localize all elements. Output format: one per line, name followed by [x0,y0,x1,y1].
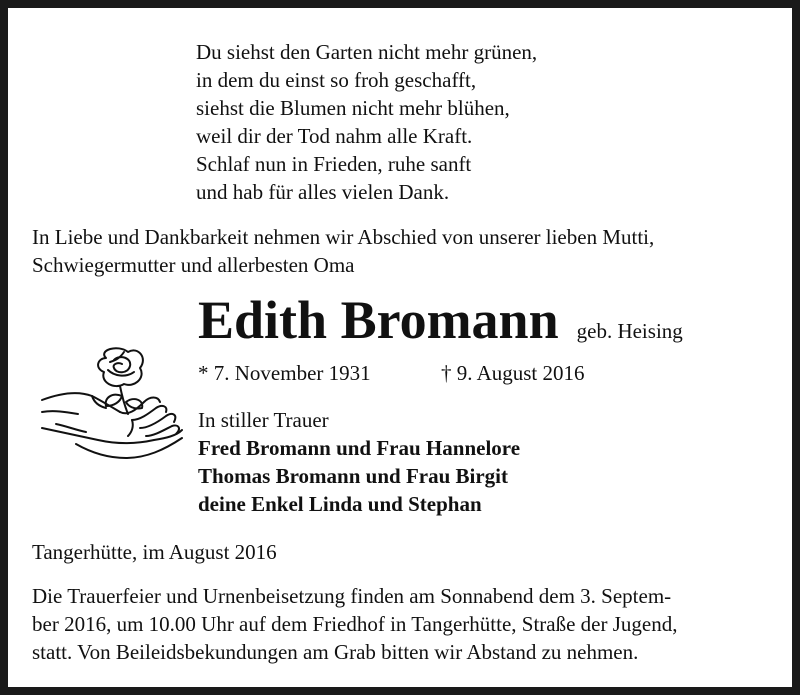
deceased-name: Edith Bromann [198,290,559,350]
intro-line-1: In Liebe und Dankbarkeit nehmen wir Abschied von unserer lieben Mutti, [32,225,655,249]
mourners-heading: In stiller Trauer [198,408,329,432]
poem-line: weil dir der Tod nahm alle Kraft. [196,124,473,148]
poem-line: Schlaf nun in Frieden, ruhe sanft [196,152,472,176]
deceased-name-block [198,290,683,350]
place-and-date: Tangerhütte, im August 2016 [32,540,277,564]
death-date: † 9. August 2016 [441,361,585,385]
poem-line: siehst die Blumen nicht mehr blühen, [196,96,510,120]
poem-line: und hab für alles vielen Dank. [196,180,450,204]
funeral-line: ber 2016, um 10.00 Uhr auf dem Friedhof in Tangerhütte, Straße der Jugend, [32,612,678,636]
poem-line: in dem du einst so froh geschafft, [196,68,477,92]
intro-line-2: Schwiegermutter und allerbesten Oma [32,253,355,277]
funeral-line: statt. Von Beileidsbekundungen am Grab bitten wir Abstand zu nehmen. [32,640,639,664]
poem-line: Du siehst den Garten nicht mehr grünen, [196,40,538,64]
hands-holding-rose-icon [36,340,194,470]
birth-date: * 7. November 1931 [198,361,371,385]
mourner-name: Fred Bromann und Frau Hannelore [198,436,521,460]
funeral-line: Die Trauerfeier und Urnenbeisetzung finden am Sonnabend dem 3. Septem- [32,584,672,608]
mourner-name: deine Enkel Linda und Stephan [198,492,482,516]
maiden-name: geb. Heising [576,319,683,343]
mourner-name: Thomas Bromann und Frau Birgit [198,464,509,488]
